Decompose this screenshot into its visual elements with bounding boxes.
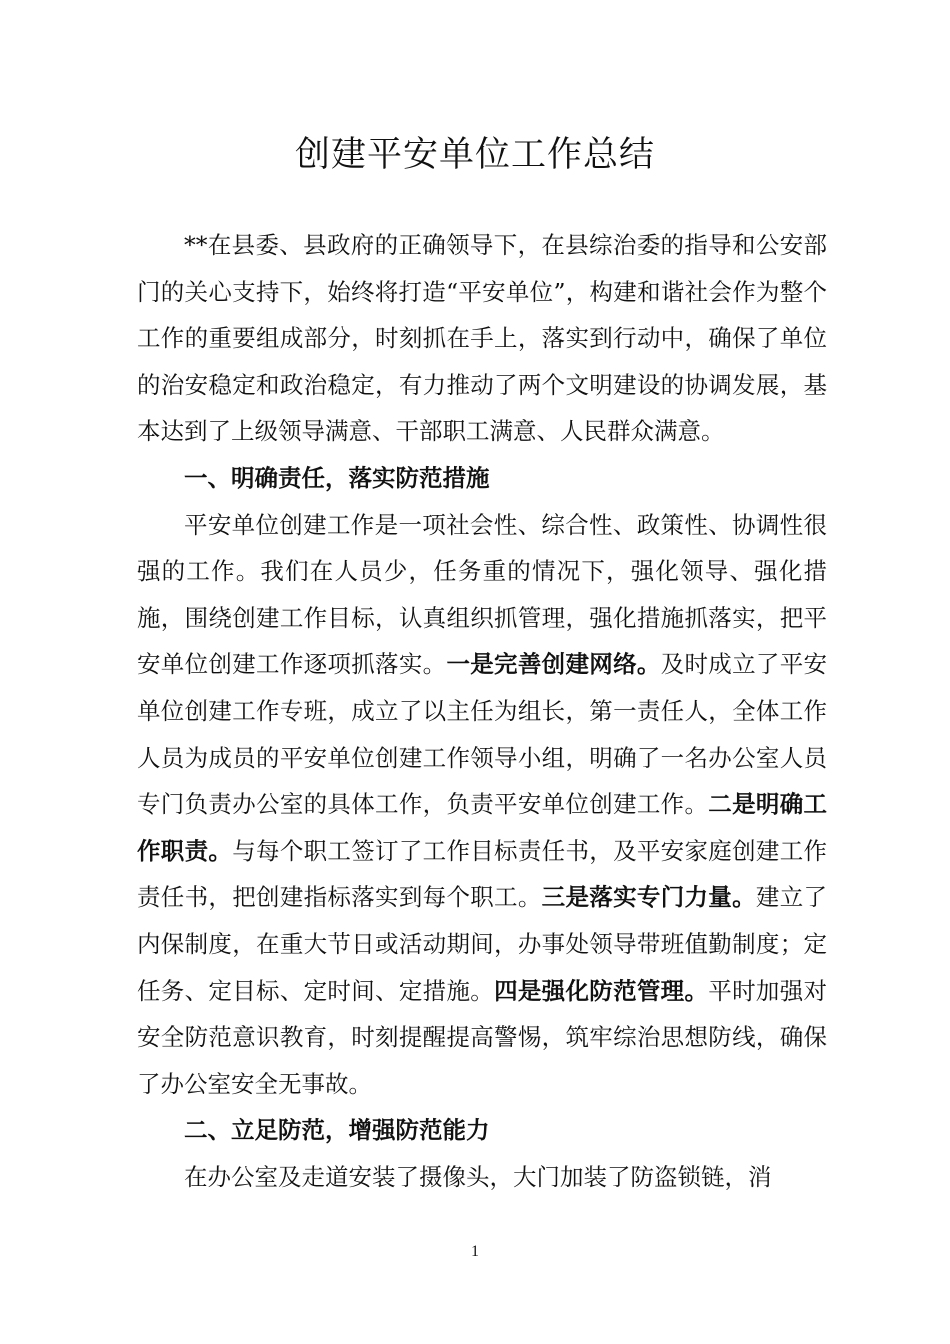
lead-dedicated-force: 三是落实专门力量。 (541, 883, 756, 912)
section-1-paragraph (137, 502, 827, 1108)
section-1-text-4: 建立了内保制度，在重大节日或活动期间，办事处领导带班值勤制度；定任务、定目标、定时间、定措施。 (137, 883, 828, 1005)
section-1-text-3: 与每个职工签订了工作目标责任书，及平安家庭创建工作责任书，把创建指标落实到每个职工。 (137, 836, 828, 912)
lead-clarify-duties: 二是明确工作职责。 (137, 790, 828, 865)
lead-improve-network: 一是完善创建网络。 (446, 650, 661, 679)
page-number: 1 (471, 1243, 479, 1260)
section-2-heading: 二、立足防范，增强防范能力 (184, 1116, 490, 1145)
section-1-text-2: 及时成立了平安单位创建工作专班，成立了以主任为组长，第一责任人，全体工作人员为成员的平安单位创建工作领导小组，明确了一名办公室人员专门负责办公室的具体工作，负责平安单位创建工作。 (137, 650, 828, 819)
document-body (137, 222, 827, 1200)
section-1-heading: 一、明确责任，落实防范措施 (184, 463, 490, 492)
section-2-paragraph: 在办公室及走道安装了摄像头，大门加装了防盗锁链，消 (184, 1162, 772, 1191)
lead-strengthen-prevention: 四是强化防范管理。 (494, 976, 709, 1005)
intro-paragraph: **在县委、县政府的正确领导下，在县综治委的指导和公安部门的关心支持下，始终将打造“平安单位”，构建和谐社会作为整个工作的重要组成部分，时刻抓在手上，落实到行动中，确保了单位的治安稳定和政治稳定，有力推动了两个文明建设的协调发展，基本达到了上级领导满意、干部职工满意、人民群众满意。 (137, 231, 827, 446)
section-1-text-5: 平时加强对安全防范意识教育，时刻提醒提高警惕，筑牢综治思想防线，确保了办公室安全无事故。 (137, 976, 828, 1098)
document-title: 创建平安单位工作总结 (294, 135, 655, 175)
section-1-text-1: 平安单位创建工作是一项社会性、综合性、政策性、协调性很强的工作。我们在人员少，任务重的情况下，强化领导、强化措施，围绕创建工作目标，认真组织抓管理，强化措施抓落实，把平安单位创建工作逐项抓落实。 (137, 510, 827, 679)
